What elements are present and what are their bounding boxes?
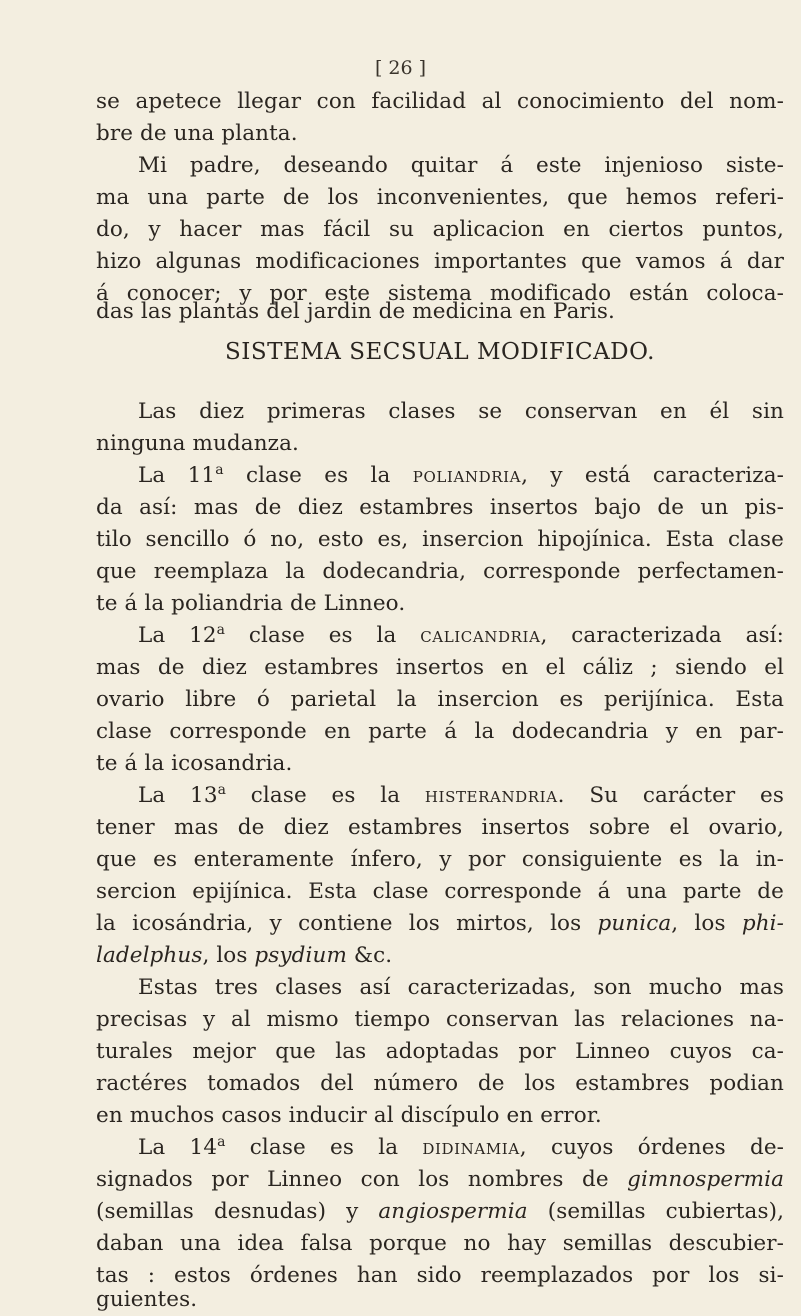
section-heading: SISTEMA SECSUAL MODIFICADO. [225,339,655,365]
page-number: [ 26 ] [374,57,427,79]
text-line: ma una parte de los inconvenientes, que hemos referi- [96,185,784,210]
text-line: te á la poliandria de Linneo. [96,591,406,616]
text-line: que reemplaza la dodecandria, corresponde perfectamen- [96,559,784,584]
text-line: clase corresponde en parte á la dodecandria y en par- [96,719,784,744]
text-line: ladelphus, los psydium &c. [96,943,393,968]
text-line: en muchos casos inducir al discípulo en error. [96,1103,602,1128]
text-line: á conocer; y por este sistema modificado están coloca- [96,281,784,306]
text-line: tas : estos órdenes han sido reemplazados por los si- [96,1263,784,1288]
text-line: la icosándria, y contiene los mirtos, los punica, los phi- [96,911,784,936]
text-line: tener mas de diez estambres insertos sobre el ovario, [96,815,784,840]
text-line: da así: mas de diez estambres insertos bajo de un pis- [96,495,784,520]
text-line: turales mejor que las adoptadas por Linneo cuyos ca- [96,1039,784,1064]
text-line: guientes. [96,1287,198,1312]
text-line: La 14$^a$ clase es la didinamia, cuyos órdenes de- [138,1133,785,1160]
text-line: Las diez primeras clases se conservan en él sin [138,399,784,424]
text-line: ractéres tomados del número de los estambres podian [96,1071,784,1096]
text-line: das las plantas del jardin de medicina en Paris. [96,299,615,324]
text-line: precisas y al mismo tiempo conservan las relaciones na- [96,1007,784,1032]
text-line: te á la icosandria. [96,751,293,776]
text-line: ninguna mudanza. [96,431,299,456]
text-line: bre de una planta. [96,121,298,146]
text-line: (semillas desnudas) y angiospermia (semillas cubiertas), [96,1199,784,1224]
text-line: La 13$^a$ clase es la histerandria. Su carácter es [138,781,784,808]
text-line: se apetece llegar con facilidad al conocimiento del nom- [96,89,784,114]
text-line: signados por Linneo con los nombres de gimnospermia [96,1167,784,1192]
text-line: daban una idea falsa porque no hay semillas descubier- [96,1231,784,1256]
text-line: La 12$^a$ clase es la calicandria, caracterizada así: [138,621,784,648]
text-line: tilo sencillo ó no, esto es, insercion hipojínica. Esta clase [96,527,784,552]
text-line: ovario libre ó parietal la insercion es perijínica. Esta [96,687,784,712]
text-line: hizo algunas modificaciones importantes que vamos á dar [96,249,784,274]
text-line: La 11$^a$ clase es la poliandria, y está caracteriza- [138,461,784,488]
text-line: mas de diez estambres insertos en el cáliz ; siendo el [96,655,784,680]
text-line: Mi padre, deseando quitar á este injenioso siste- [138,153,784,178]
text-line: Estas tres clases así caracterizadas, son mucho mas [138,975,784,1000]
text-line: do, y hacer mas fácil su aplicacion en ciertos puntos, [96,217,784,242]
text-line: sercion epijínica. Esta clase corresponde á una parte de [96,879,784,904]
text-line: que es enteramente ínfero, y por consiguiente es la in- [96,847,784,872]
